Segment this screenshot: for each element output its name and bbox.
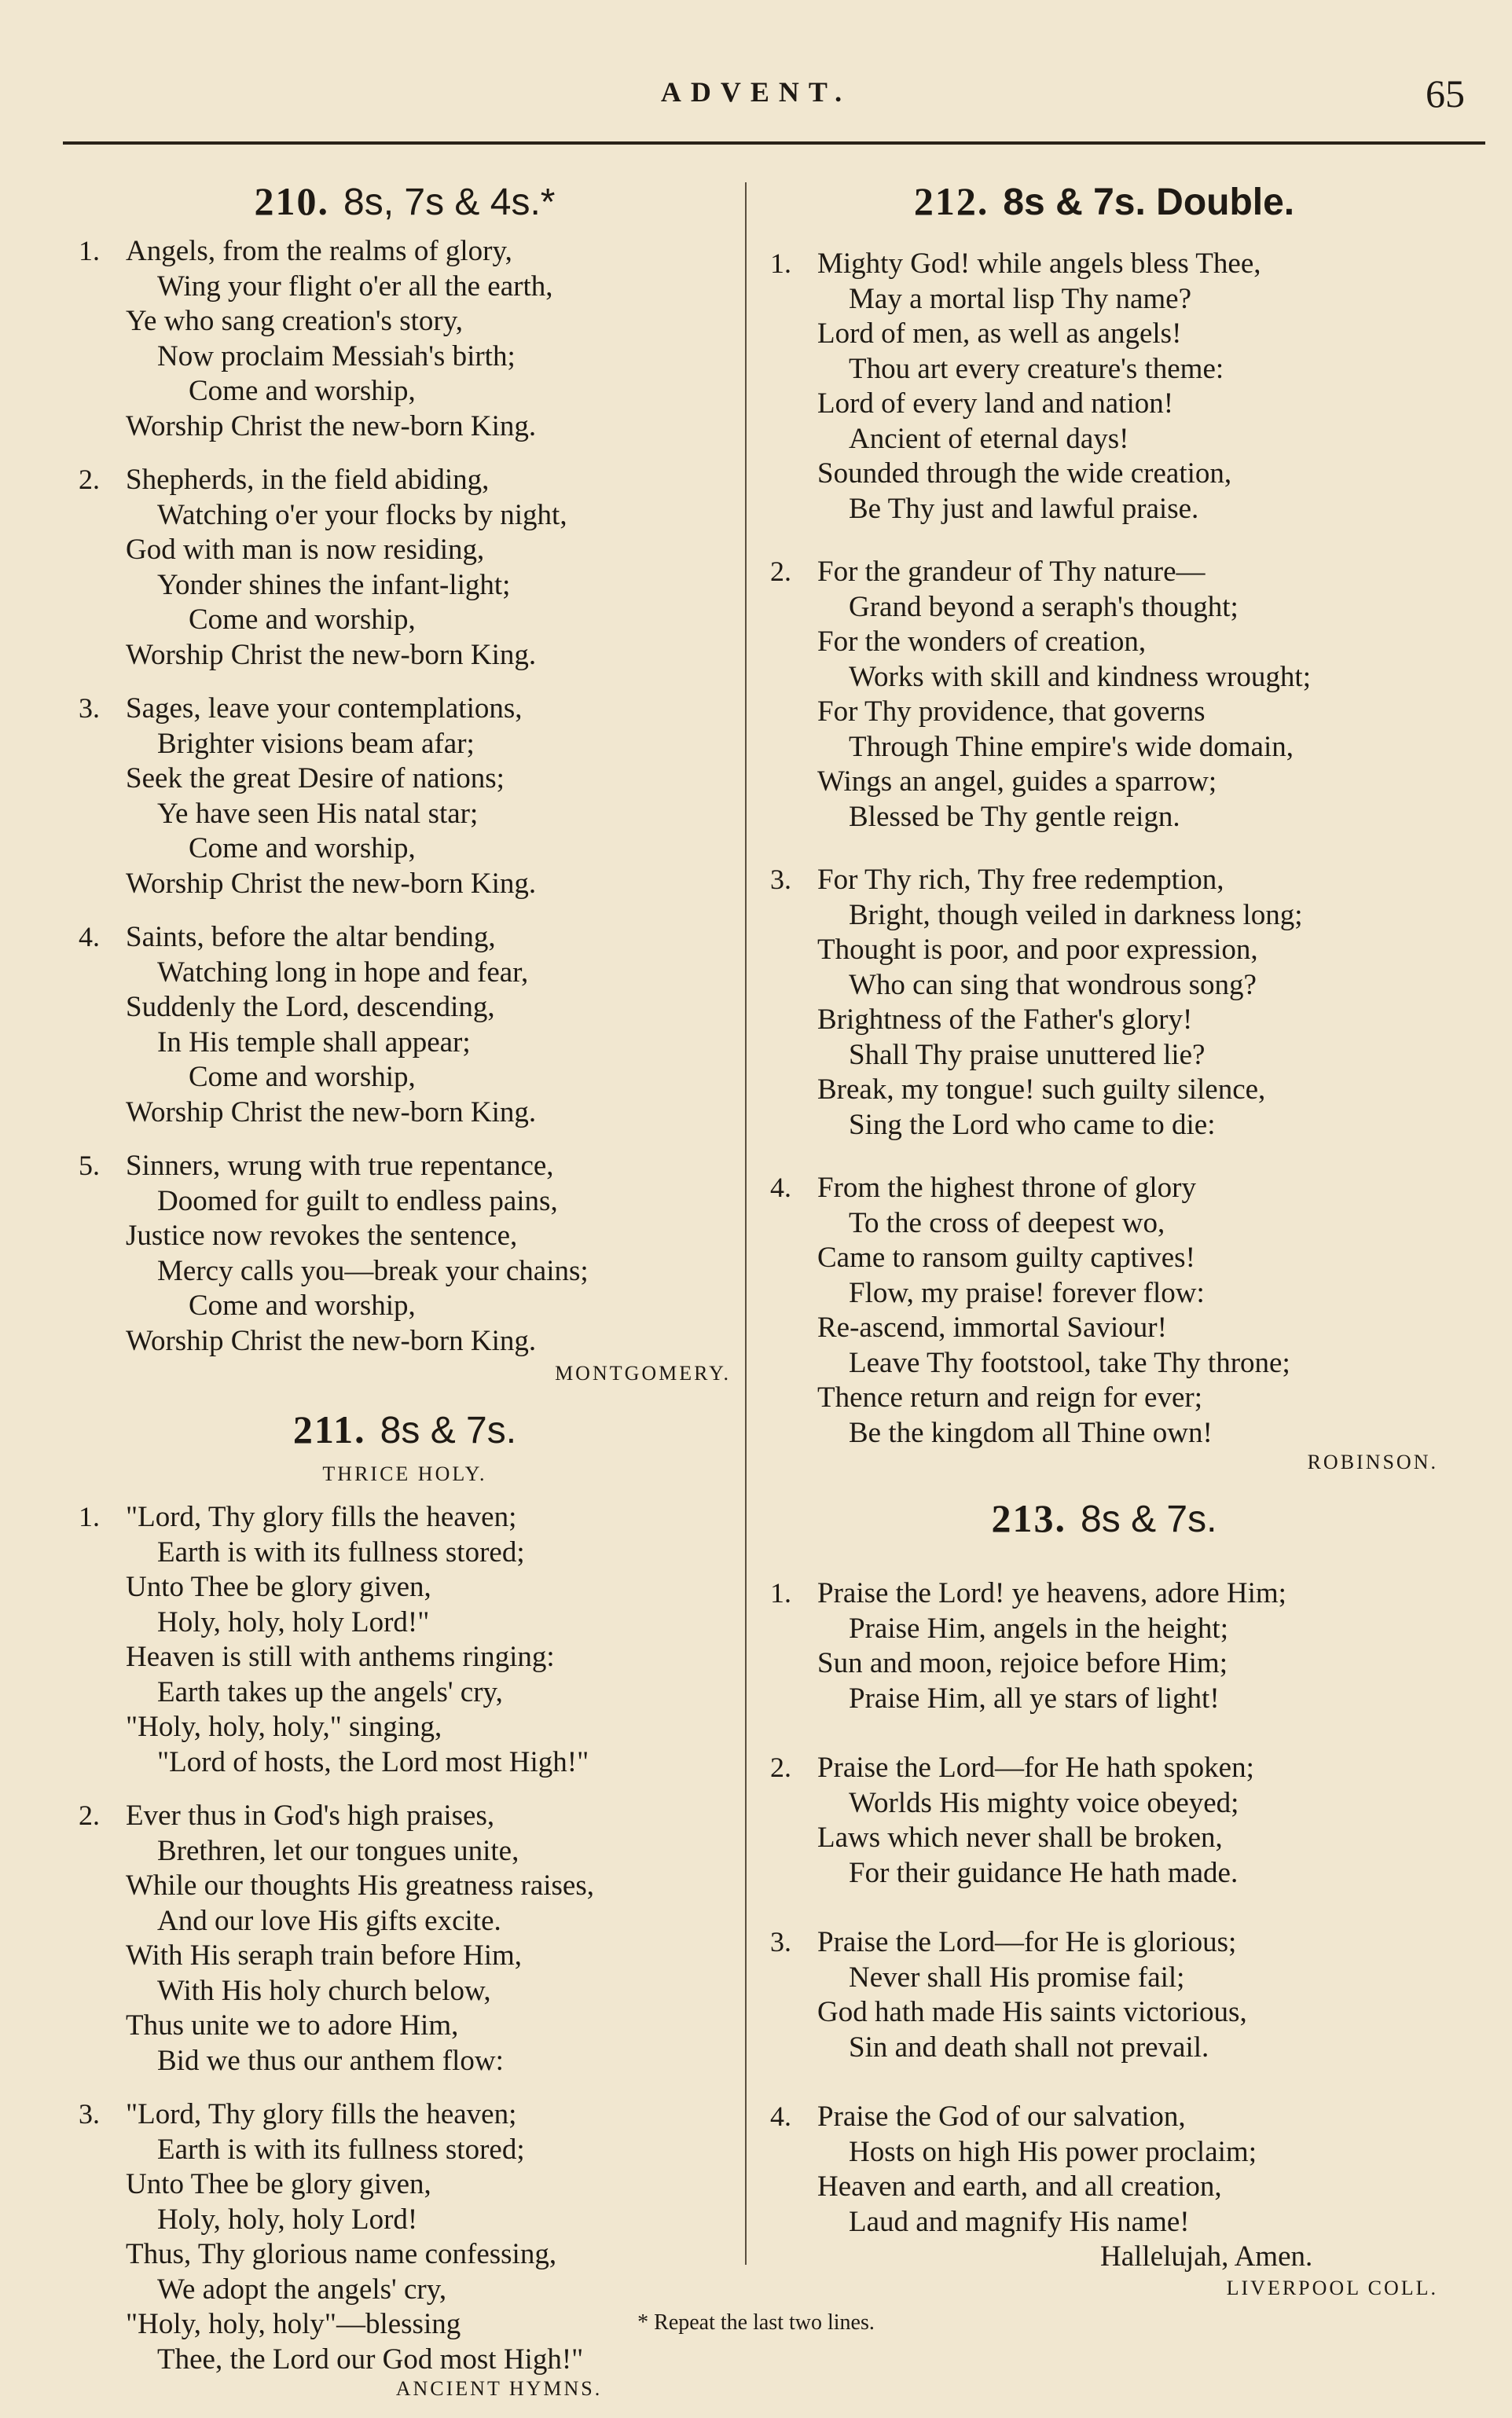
- stanza-number: 3.: [770, 864, 791, 895]
- verse-line: With His holy church below,: [157, 1974, 491, 2007]
- hymn-meter: 8s & 7s.: [380, 1410, 517, 1451]
- verse-line: "Holy, holy, holy," singing,: [126, 1711, 442, 1743]
- hymn-heading: [770, 1492, 1438, 1545]
- verse-line: Doomed for guilt to endless pains,: [157, 1184, 558, 1217]
- verse-line: "Lord, Thy glory fills the heaven;: [126, 2098, 517, 2130]
- stanza: [79, 692, 731, 901]
- verse-line: Through Thine empire's wide domain,: [849, 730, 1294, 763]
- stanza-number: 1.: [79, 1501, 100, 1532]
- stanza-number: 4.: [770, 2101, 791, 2132]
- verse-line: Praise the Lord—for He hath spoken;: [817, 1752, 1254, 1784]
- verse-line: Works with skill and kindness wrought;: [849, 660, 1311, 693]
- stanza-number: 1.: [79, 235, 100, 266]
- verse-line: Praise the Lord! ye heavens, adore Him;: [817, 1577, 1286, 1609]
- verse-line: Who can sing that wondrous song?: [849, 968, 1257, 1001]
- verse-line: Praise the Lord—for He is glorious;: [817, 1926, 1237, 1958]
- verse-line: Ever thus in God's high praises,: [126, 1800, 495, 1832]
- verse-line: Hosts on high His power proclaim;: [849, 2135, 1257, 2168]
- verse-line: Come and worship,: [189, 375, 416, 407]
- verse-line: Laws which never shall be broken,: [817, 1822, 1223, 1854]
- stanza-number: 1.: [770, 1577, 791, 1609]
- verse-line: Worship Christ the new-born King.: [126, 1095, 537, 1128]
- running-title: ADVENT.: [660, 76, 852, 108]
- verse-line: Watching long in hope and fear,: [157, 956, 529, 989]
- stanza-number: 3.: [79, 692, 100, 724]
- verse-line: Heaven is still with anthems ringing:: [126, 1641, 555, 1673]
- hymn-heading: [770, 174, 1438, 228]
- stanza: [770, 2100, 1438, 2275]
- verse-line: Be Thy just and lawful praise.: [849, 492, 1199, 525]
- verse-line: We adopt the angels' cry,: [157, 2273, 447, 2306]
- verse-line: Unto Thee be glory given,: [126, 2168, 431, 2200]
- verse-line: Worship Christ the new-born King.: [126, 1324, 537, 1357]
- verse-line: Wing your flight o'er all the earth,: [157, 270, 553, 303]
- verse-line: Flow, my praise! forever flow:: [849, 1276, 1205, 1309]
- verse-line: "Holy, holy, holy"—blessing: [126, 2308, 461, 2340]
- verse-line: Thought is poor, and poor expression,: [817, 934, 1258, 966]
- hymn-meter: 8s & 7s.: [1081, 1499, 1217, 1540]
- verse-line: Sun and moon, rejoice before Him;: [817, 1647, 1228, 1679]
- verse-line: Lord of every land and nation!: [817, 387, 1174, 420]
- verse-line: Suddenly the Lord, descending,: [126, 991, 495, 1023]
- verse-line: God hath made His saints victorious,: [817, 1996, 1247, 2028]
- verse-line: For the wonders of creation,: [817, 626, 1147, 658]
- verse-line: Break, my tongue! such guilty silence,: [817, 1073, 1266, 1106]
- verse-line: Sin and death shall not prevail.: [849, 2031, 1209, 2064]
- hymn-number: 212.: [913, 179, 989, 223]
- verse-line: From the highest throne of glory: [817, 1172, 1196, 1204]
- stanza: [79, 1500, 731, 1780]
- stanza: [770, 1751, 1438, 1891]
- verse-line: Heaven and earth, and all creation,: [817, 2170, 1222, 2203]
- stanza-number: 2.: [770, 556, 791, 587]
- stanza: [770, 1925, 1438, 2065]
- stanza: [79, 920, 731, 1130]
- verse-line: Thence return and reign for ever;: [817, 1381, 1202, 1414]
- verse-line: Yonder shines the infant-light;: [157, 568, 511, 601]
- hymn-author: MONTGOMERY.: [555, 1362, 731, 1385]
- hymn-author: ROBINSON.: [1307, 1451, 1438, 1473]
- verse-line: Thee, the Lord our God most High!": [157, 2343, 584, 2376]
- verse-line: Saints, before the altar bending,: [126, 921, 496, 953]
- hymn-subtitle: THRICE HOLY.: [322, 1462, 487, 1485]
- hymn-number: 210.: [254, 179, 330, 223]
- column-divider: [745, 182, 747, 2265]
- verse-line: Thus unite we to adore Him,: [126, 2009, 459, 2042]
- stanza: [770, 247, 1438, 527]
- hymn-meter: 8s & 7s. Double.: [1003, 182, 1295, 223]
- hymn-meter: 8s, 7s & 4s.*: [343, 182, 556, 223]
- left-column: [79, 174, 731, 2418]
- verse-line: Justice now revokes the sentence,: [126, 1220, 518, 1252]
- verse-line: Shall Thy praise unuttered lie?: [849, 1038, 1206, 1071]
- header-rule: [63, 141, 1485, 145]
- page-number: 65: [1426, 72, 1465, 116]
- verse-line: "Lord, Thy glory fills the heaven;: [126, 1501, 517, 1533]
- verse-line: Come and worship,: [189, 1290, 416, 1322]
- verse-line: Laud and magnify His name!: [849, 2205, 1190, 2238]
- verse-line: Come and worship,: [189, 832, 416, 864]
- verse-line: Praise the God of our salvation,: [817, 2101, 1186, 2133]
- hymn-heading: [79, 1403, 731, 1456]
- verse-line: Worship Christ the new-born King.: [126, 638, 537, 671]
- verse-line: Brightness of the Father's glory!: [817, 1004, 1193, 1036]
- hymn-number: 211.: [292, 1407, 366, 1451]
- verse-line: Be the kingdom all Thine own!: [849, 1416, 1213, 1449]
- verse-line: Mighty God! while angels bless Thee,: [817, 248, 1261, 280]
- stanza-number: 3.: [770, 1926, 791, 1958]
- stanza-number: 4.: [79, 921, 100, 952]
- verse-line: Leave Thy footstool, take Thy throne;: [849, 1346, 1290, 1379]
- hymn-number: 213.: [991, 1496, 1067, 1540]
- right-column: [770, 174, 1438, 2317]
- verse-line: Earth takes up the angels' cry,: [157, 1675, 503, 1708]
- verse-line: To the cross of deepest wo,: [849, 1206, 1165, 1239]
- verse-line: Mercy calls you—break your chains;: [157, 1254, 589, 1287]
- verse-line: Ye who sang creation's story,: [126, 305, 464, 337]
- verse-line: Now proclaim Messiah's birth;: [157, 339, 516, 372]
- stanza-number: 2.: [770, 1752, 791, 1783]
- stanza-number: 2.: [79, 464, 100, 495]
- verse-line: Praise Him, angels in the height;: [849, 1612, 1228, 1645]
- verse-line: For Thy rich, Thy free redemption,: [817, 864, 1224, 896]
- verse-line: Re-ascend, immortal Saviour!: [817, 1312, 1167, 1344]
- verse-line: Unto Thee be glory given,: [126, 1571, 431, 1603]
- stanza: [770, 555, 1438, 835]
- verse-line: In His temple shall appear;: [157, 1026, 471, 1059]
- stanza: [770, 1171, 1438, 1451]
- footnote: * Repeat the last two lines.: [637, 2310, 875, 2335]
- verse-line: Praise Him, all ye stars of light!: [849, 1682, 1220, 1715]
- verse-line: Come and worship,: [189, 604, 416, 636]
- verse-line: Angels, from the realms of glory,: [126, 235, 512, 267]
- verse-line: For the grandeur of Thy nature—: [817, 556, 1206, 588]
- verse-line: While our thoughts His greatness raises,: [126, 1869, 594, 1902]
- verse-line: Holy, holy, holy Lord!: [157, 2203, 418, 2236]
- verse-line: Sounded through the wide creation,: [817, 457, 1232, 490]
- stanza: [79, 463, 731, 673]
- verse-line: Came to ransom guilty captives!: [817, 1242, 1195, 1274]
- verse-line: May a mortal lisp Thy name?: [849, 282, 1192, 315]
- verse-line: "Lord of hosts, the Lord most High!": [157, 1745, 589, 1778]
- verse-line: Worship Christ the new-born King.: [126, 867, 537, 900]
- verse-line: Sing the Lord who came to die:: [849, 1108, 1216, 1141]
- verse-line: Ye have seen His natal star;: [157, 797, 479, 830]
- verse-line: Never shall His promise fail;: [849, 1961, 1185, 1994]
- running-header: [0, 72, 1512, 123]
- verse-line: With His seraph train before Him,: [126, 1939, 523, 1972]
- verse-line: Blessed be Thy gentle reign.: [849, 800, 1180, 833]
- verse-line: Bright, though veiled in darkness long;: [849, 898, 1303, 931]
- verse-line: Worship Christ the new-born King.: [126, 409, 537, 442]
- verse-line: Thou art every creature's theme:: [849, 352, 1224, 385]
- stanza-number: 3.: [79, 2098, 100, 2130]
- verse-line: Ancient of eternal days!: [849, 422, 1129, 455]
- verse-line: Grand beyond a seraph's thought;: [849, 590, 1239, 623]
- verse-line: Sinners, wrung with true repentance,: [126, 1150, 554, 1182]
- stanza-number: 1.: [770, 248, 791, 279]
- verse-line: Earth is with its fullness stored;: [157, 1536, 525, 1569]
- stanza: [79, 234, 731, 444]
- verse-line: Hallelujah, Amen.: [1100, 2240, 1313, 2273]
- verse-line: Earth is with its fullness stored;: [157, 2133, 525, 2166]
- verse-line: Wings an angel, guides a sparrow;: [817, 765, 1217, 798]
- stanza-number: 2.: [79, 1800, 100, 1831]
- verse-line: Brighter visions beam afar;: [157, 727, 475, 760]
- hymn-author: LIVERPOOL COLL.: [1226, 2276, 1438, 2299]
- stanza-number: 5.: [79, 1150, 100, 1181]
- verse-line: Brethren, let our tongues unite,: [157, 1834, 519, 1867]
- hymn-heading: [79, 174, 731, 228]
- stanza: [770, 1576, 1438, 1716]
- verse-line: Holy, holy, holy Lord!": [157, 1605, 430, 1638]
- verse-line: Come and worship,: [189, 1061, 416, 1093]
- stanza: [770, 863, 1438, 1143]
- verse-line: Sages, leave your contemplations,: [126, 692, 523, 725]
- verse-line: For their guidance He hath made.: [849, 1856, 1239, 1889]
- verse-line: Watching o'er your flocks by night,: [157, 498, 567, 531]
- stanza: [79, 1799, 731, 2079]
- verse-line: Bid we thus our anthem flow:: [157, 2044, 504, 2077]
- stanza-number: 4.: [770, 1172, 791, 1203]
- verse-line: Seek the great Desire of nations;: [126, 762, 505, 794]
- verse-line: God with man is now residing,: [126, 534, 485, 566]
- verse-line: For Thy providence, that governs: [817, 695, 1206, 728]
- hymn-author: ANCIENT HYMNS.: [395, 2377, 603, 2400]
- stanza: [79, 1149, 731, 1359]
- verse-line: Shepherds, in the field abiding,: [126, 464, 490, 496]
- verse-line: Worlds His mighty voice obeyed;: [849, 1786, 1239, 1819]
- verse-line: And our love His gifts excite.: [157, 1904, 501, 1937]
- verse-line: Thus, Thy glorious name confessing,: [126, 2238, 557, 2270]
- verse-line: Lord of men, as well as angels!: [817, 317, 1182, 350]
